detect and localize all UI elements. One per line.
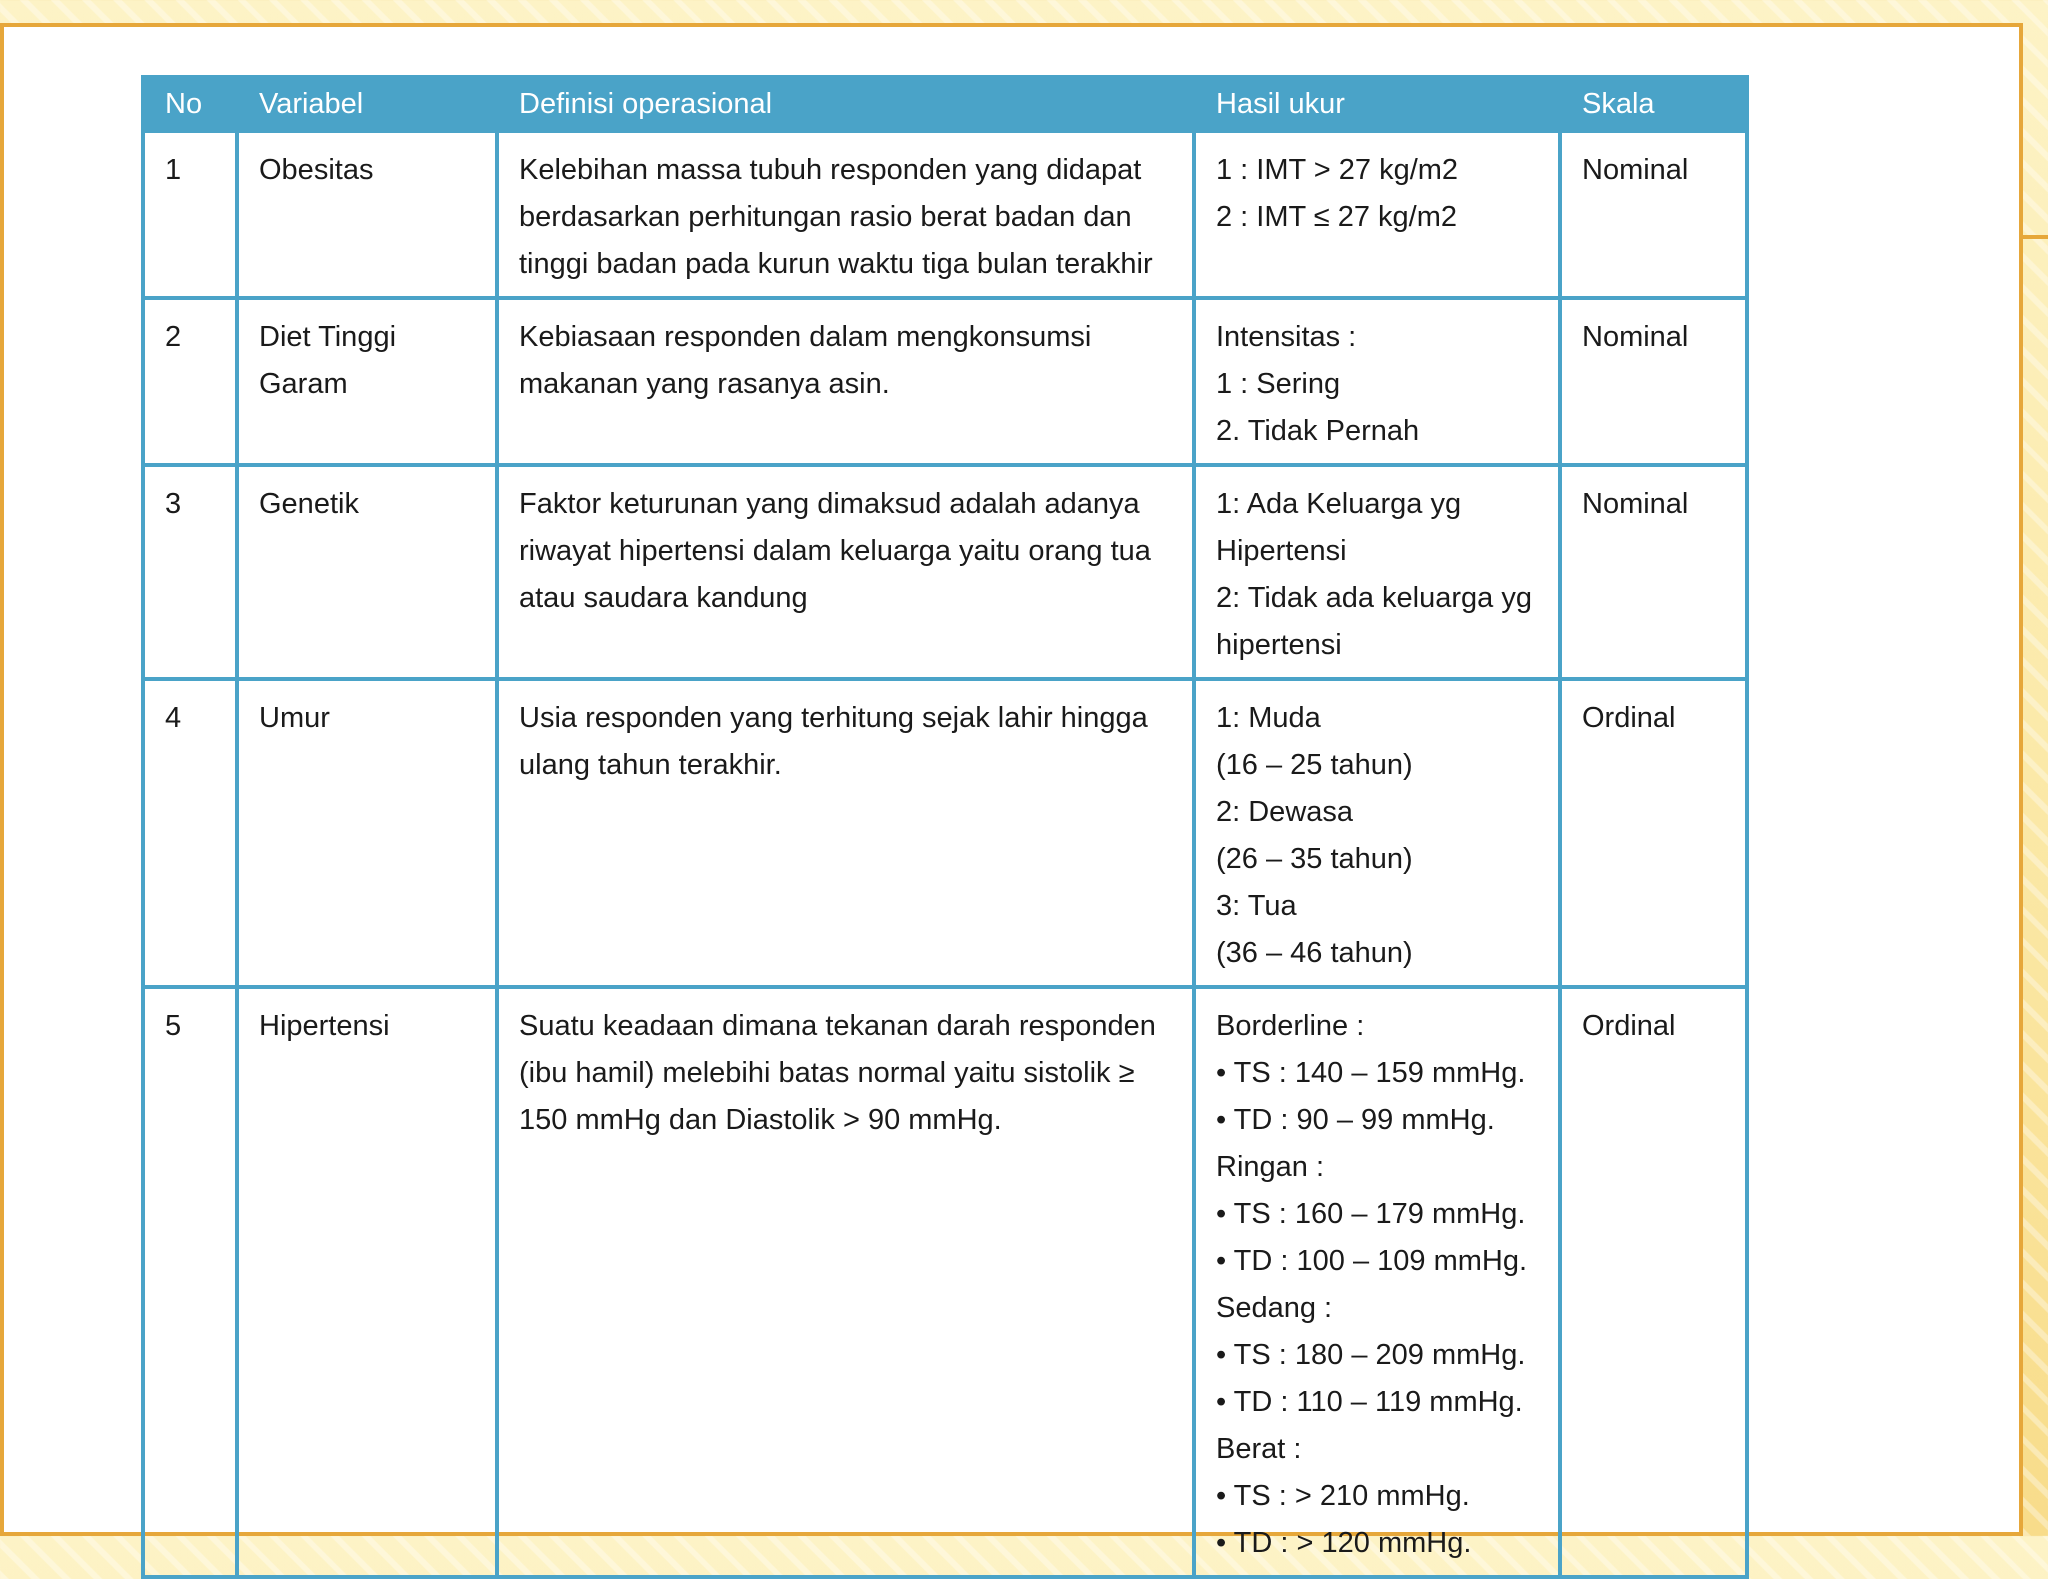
cell-definisi-line: tinggi badan pada kurun waktu tiga bulan terakhir xyxy=(519,248,1153,280)
cell-definisi-line: 150 mmHg dan Diastolik > 90 mmHg. xyxy=(519,1104,1002,1136)
table-row xyxy=(143,679,1747,987)
cell-definisi-line: Usia responden yang terhitung sejak lahir hingga xyxy=(519,702,1148,734)
table-row xyxy=(143,465,1747,679)
cell-hasil-ukur-line: 2: Tidak ada keluarga yg xyxy=(1216,582,1532,614)
header-no: No xyxy=(143,77,237,131)
cell-hasil-ukur-line: • TS : 140 – 159 mmHg. xyxy=(1216,1057,1526,1089)
cell-skala: Nominal xyxy=(1560,298,1747,465)
cell-definisi-line: atau saudara kandung xyxy=(519,582,808,614)
cell-hasil-ukur xyxy=(1194,131,1560,298)
cell-hasil-ukur-line: Berat : xyxy=(1216,1433,1302,1465)
cell-hasil-ukur-line: hipertensi xyxy=(1216,629,1342,661)
cell-hasil-ukur-line: • TD : 100 – 109 mmHg. xyxy=(1216,1245,1528,1277)
cell-hasil-ukur-line: • TS : 160 – 179 mmHg. xyxy=(1216,1198,1526,1230)
header-definisi: Definisi operasional xyxy=(497,77,1194,131)
table-row xyxy=(143,131,1747,298)
cell-variabel-line: Umur xyxy=(259,702,330,734)
decorative-line xyxy=(2020,235,2048,239)
table-row xyxy=(143,298,1747,465)
cell-definisi-line: (ibu hamil) melebihi batas normal yaitu sistolik ≥ xyxy=(519,1057,1135,1089)
cell-definisi xyxy=(497,679,1194,987)
table-row xyxy=(143,987,1747,1577)
cell-variabel xyxy=(237,987,497,1577)
cell-no: 5 xyxy=(143,987,237,1577)
cell-hasil-ukur-line: 2 : IMT ≤ 27 kg/m2 xyxy=(1216,201,1458,233)
cell-variabel-line: Hipertensi xyxy=(259,1010,390,1042)
cell-no: 1 xyxy=(143,131,237,298)
cell-variabel-line: Obesitas xyxy=(259,154,374,186)
cell-no: 2 xyxy=(143,298,237,465)
cell-hasil-ukur xyxy=(1194,298,1560,465)
cell-no: 4 xyxy=(143,679,237,987)
cell-hasil-ukur-line: 1: Muda xyxy=(1216,702,1321,734)
cell-definisi xyxy=(497,465,1194,679)
cell-definisi-line: Faktor keturunan yang dimaksud adalah adanya xyxy=(519,488,1140,520)
cell-hasil-ukur xyxy=(1194,987,1560,1577)
cell-hasil-ukur-line: • TS : > 210 mmHg. xyxy=(1216,1480,1470,1512)
cell-hasil-ukur-line: Ringan : xyxy=(1216,1151,1325,1183)
cell-definisi xyxy=(497,298,1194,465)
cell-hasil-ukur-line: Intensitas : xyxy=(1216,321,1357,353)
cell-hasil-ukur-line: • TD : 110 – 119 mmHg. xyxy=(1216,1386,1523,1418)
cell-skala: Ordinal xyxy=(1560,679,1747,987)
cell-hasil-ukur-line: • TD : 90 – 99 mmHg. xyxy=(1216,1104,1495,1136)
cell-definisi-line: makanan yang rasanya asin. xyxy=(519,368,890,400)
cell-hasil-ukur-line: (36 – 46 tahun) xyxy=(1216,937,1413,969)
cell-hasil-ukur-line: • TS : 180 – 209 mmHg. xyxy=(1216,1339,1526,1371)
cell-variabel xyxy=(237,131,497,298)
cell-hasil-ukur-line: Hipertensi xyxy=(1216,535,1347,567)
cell-skala: Nominal xyxy=(1560,465,1747,679)
cell-skala: Ordinal xyxy=(1560,987,1747,1577)
cell-variabel-line: Diet Tinggi xyxy=(259,321,397,353)
header-skala: Skala xyxy=(1560,77,1747,131)
header-variabel: Variabel xyxy=(237,77,497,131)
cell-hasil-ukur-line: 1 : IMT > 27 kg/m2 xyxy=(1216,154,1459,186)
cell-variabel xyxy=(237,679,497,987)
cell-hasil-ukur-line: 3: Tua xyxy=(1216,890,1297,922)
cell-hasil-ukur-line: (26 – 35 tahun) xyxy=(1216,843,1413,875)
cell-definisi xyxy=(497,131,1194,298)
cell-definisi-line: berdasarkan perhitungan rasio berat badan dan xyxy=(519,201,1132,233)
cell-definisi-line: ulang tahun terakhir. xyxy=(519,749,782,781)
cell-definisi-line: Kebiasaan responden dalam mengkonsumsi xyxy=(519,321,1092,353)
cell-hasil-ukur-line: 2: Dewasa xyxy=(1216,796,1354,828)
cell-definisi-line: Suatu keadaan dimana tekanan darah responden xyxy=(519,1010,1156,1042)
cell-hasil-ukur-line: 2. Tidak Pernah xyxy=(1216,415,1420,447)
cell-hasil-ukur-line: Borderline : xyxy=(1216,1010,1365,1042)
cell-hasil-ukur xyxy=(1194,465,1560,679)
cell-skala: Nominal xyxy=(1560,131,1747,298)
cell-hasil-ukur-line: 1 : Sering xyxy=(1216,368,1341,400)
cell-definisi-line: riwayat hipertensi dalam keluarga yaitu orang tua xyxy=(519,535,1151,567)
cell-variabel-line: Genetik xyxy=(259,488,359,520)
cell-variabel xyxy=(237,465,497,679)
cell-hasil-ukur xyxy=(1194,679,1560,987)
cell-variabel xyxy=(237,298,497,465)
cell-no: 3 xyxy=(143,465,237,679)
cell-definisi xyxy=(497,987,1194,1577)
cell-definisi-line: Kelebihan massa tubuh responden yang didapat xyxy=(519,154,1142,186)
cell-hasil-ukur-line: Sedang : xyxy=(1216,1292,1333,1324)
cell-hasil-ukur-line: (16 – 25 tahun) xyxy=(1216,749,1413,781)
cell-hasil-ukur-line: • TD : > 120 mmHg. xyxy=(1216,1527,1472,1559)
header-hasil-ukur: Hasil ukur xyxy=(1194,77,1560,131)
variable-definition-table xyxy=(141,75,1749,1579)
cell-variabel-line: Garam xyxy=(259,368,348,400)
cell-hasil-ukur-line: 1: Ada Keluarga yg xyxy=(1216,488,1462,520)
table-header-row xyxy=(143,77,1747,131)
